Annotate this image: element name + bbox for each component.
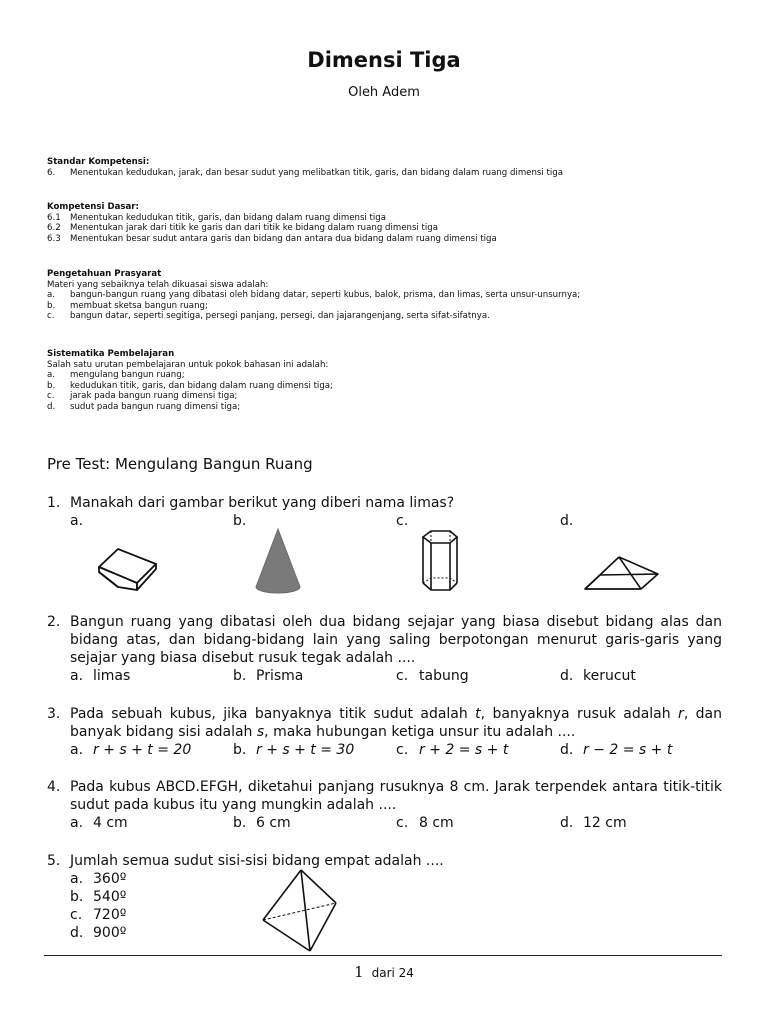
question-1 xyxy=(47,494,722,530)
sistematika-section xyxy=(47,349,333,413)
option-d[interactable]: d. kerucut xyxy=(560,668,636,684)
standar-item: 6. Menentukan kedudukan, jarak, dan besar sudut yang melibatkan titik, garis, dan bidang dalam ruang dimensi tiga xyxy=(47,167,563,178)
option-d[interactable]: d. r − 2 = s + t xyxy=(560,742,673,758)
option-a[interactable]: a. 360º xyxy=(70,871,127,887)
question-number: 5. xyxy=(47,853,61,869)
option-b[interactable]: b. r + s + t = 30 xyxy=(233,742,355,758)
kompetensi-item: 6.3 Menentukan besar sudut antara garis dan bidang dan antara dua bidang dalam ruang dimensi tiga xyxy=(47,233,497,244)
pyramid-base xyxy=(585,574,658,589)
question-options xyxy=(70,814,722,832)
document-title: Dimensi Tiga xyxy=(307,48,461,72)
option-c[interactable]: c. 8 cm xyxy=(396,815,454,831)
prism-figure xyxy=(418,528,462,594)
prasyarat-section xyxy=(47,269,580,322)
question-number: 3. xyxy=(47,706,61,722)
option-a[interactable]: a. xyxy=(70,513,84,529)
option-c[interactable]: c. 720º xyxy=(70,907,127,923)
sistematika-intro: Salah satu urutan pembelajaran untuk pokok bahasan ini adalah: xyxy=(47,359,329,370)
prasyarat-intro: Materi yang sebaiknya telah dikuasai siswa adalah: xyxy=(47,279,269,290)
pyramid-figure xyxy=(582,553,660,593)
option-b[interactable]: b. 6 cm xyxy=(233,815,291,831)
page-number: 1 xyxy=(354,963,364,981)
question-text: Manakah dari gambar berikut yang diberi nama limas? xyxy=(70,495,455,511)
question-options xyxy=(70,667,722,685)
page-total: dari 24 xyxy=(371,966,414,980)
option-a[interactable]: a. r + s + t = 20 xyxy=(70,742,192,758)
question-options xyxy=(70,741,722,759)
tetrahedron-edge xyxy=(263,920,310,951)
question-number: 1. xyxy=(47,495,61,511)
sistematika-item: b. kedudukan titik, garis, dan bidang dalam ruang dimensi tiga; xyxy=(47,380,333,391)
question-4 xyxy=(47,778,722,832)
question-3 xyxy=(47,705,722,759)
sistematika-heading: Sistematika Pembelajaran xyxy=(47,349,175,359)
prism-top-face xyxy=(423,531,457,543)
prasyarat-heading: Pengetahuan Prasyarat xyxy=(47,269,162,279)
option-d[interactable]: d. 900º xyxy=(70,925,127,941)
sistematika-item: d. sudut pada bangun ruang dimensi tiga; xyxy=(47,401,241,412)
prism-bottom-edge xyxy=(423,583,457,590)
option-a[interactable]: a. 4 cm xyxy=(70,815,128,831)
option-d[interactable]: d. xyxy=(560,513,574,529)
standar-section xyxy=(47,157,563,178)
prism-hidden-edge xyxy=(423,578,457,583)
kompetensi-item: 6.2 Menentukan jarak dari titik ke garis dan dari titik ke bidang dalam ruang dimensi tiga xyxy=(47,223,439,234)
option-c[interactable]: c. xyxy=(396,513,409,529)
question-options xyxy=(70,512,722,530)
tetrahedron-edge xyxy=(310,903,336,951)
option-c[interactable]: c. r + 2 = s + t xyxy=(396,742,509,758)
question-text: Bangun ruang yang dibatasi oleh dua bidang sejajar yang biasa disebut bidang alas dan bidang atas, dan bidang-bidang lain yang saling berpotongan menurut garis-garis yang sejajar yang biasa disebut rusuk tegak adalah .... xyxy=(70,614,722,666)
page-footer xyxy=(0,963,768,981)
cone-body xyxy=(256,529,300,593)
tetrahedron-edge xyxy=(263,870,301,920)
kompetensi-item: 6.1 Menentukan kedudukan titik, garis, dan bidang dalam ruang dimensi tiga xyxy=(47,212,387,223)
option-a[interactable]: a. limas xyxy=(70,668,131,684)
sistematika-item: c. jarak pada bangun ruang dimensi tiga; xyxy=(47,391,238,402)
sistematika-item: a. mengulang bangun ruang; xyxy=(47,370,185,381)
prasyarat-item: a. bangun-bangun ruang yang dibatasi oleh bidang datar, seperti kubus, balok, prisma, dan limas, serta unsur-unsurnya; xyxy=(47,290,581,301)
standar-heading: Standar Kompetensi: xyxy=(47,157,150,167)
prasyarat-item: b. membuat sketsa bangun ruang; xyxy=(47,300,208,311)
option-b[interactable]: b. Prisma xyxy=(233,668,304,684)
question-text: Pada sebuah kubus, jika banyaknya titik sudut adalah t, banyaknya rusuk adalah r, dan banyak bidang sisi adalah s, maka hubungan ketiga unsur itu adalah .... xyxy=(70,706,722,740)
option-b[interactable]: b. 540º xyxy=(70,889,127,905)
pretest-title: Pre Test: Mengulang Bangun Ruang xyxy=(47,455,313,473)
question-5 xyxy=(47,852,722,942)
cube-figure xyxy=(96,543,160,593)
question-number: 2. xyxy=(47,614,61,630)
prasyarat-item: c. bangun datar, seperti segitiga, persegi panjang, persegi, dan jajarangenjang, serta sifat-sifatnya. xyxy=(47,311,490,322)
kompetensi-heading: Kompetensi Dasar: xyxy=(47,202,139,212)
question-text: Jumlah semua sudut sisi-sisi bidang empat adalah .... xyxy=(70,853,444,869)
cone-figure xyxy=(254,527,304,595)
tetrahedron-edge xyxy=(301,870,336,903)
option-d[interactable]: d. 12 cm xyxy=(560,815,627,831)
document-author: Oleh Adem xyxy=(348,85,420,100)
question-2 xyxy=(47,613,722,685)
question-text: Pada kubus ABCD.EFGH, diketahui panjang rusuknya 8 cm. Jarak terpendek antara titik-titik sudut pada kubus itu yang mungkin adalah .... xyxy=(70,779,722,813)
footer-divider xyxy=(44,955,722,956)
option-c[interactable]: c. tabung xyxy=(396,668,469,684)
tetrahedron-figure xyxy=(258,867,342,955)
kompetensi-section xyxy=(47,202,497,244)
question-number: 4. xyxy=(47,779,61,795)
option-b[interactable]: b. xyxy=(233,513,247,529)
pyramid-edge xyxy=(585,557,619,589)
